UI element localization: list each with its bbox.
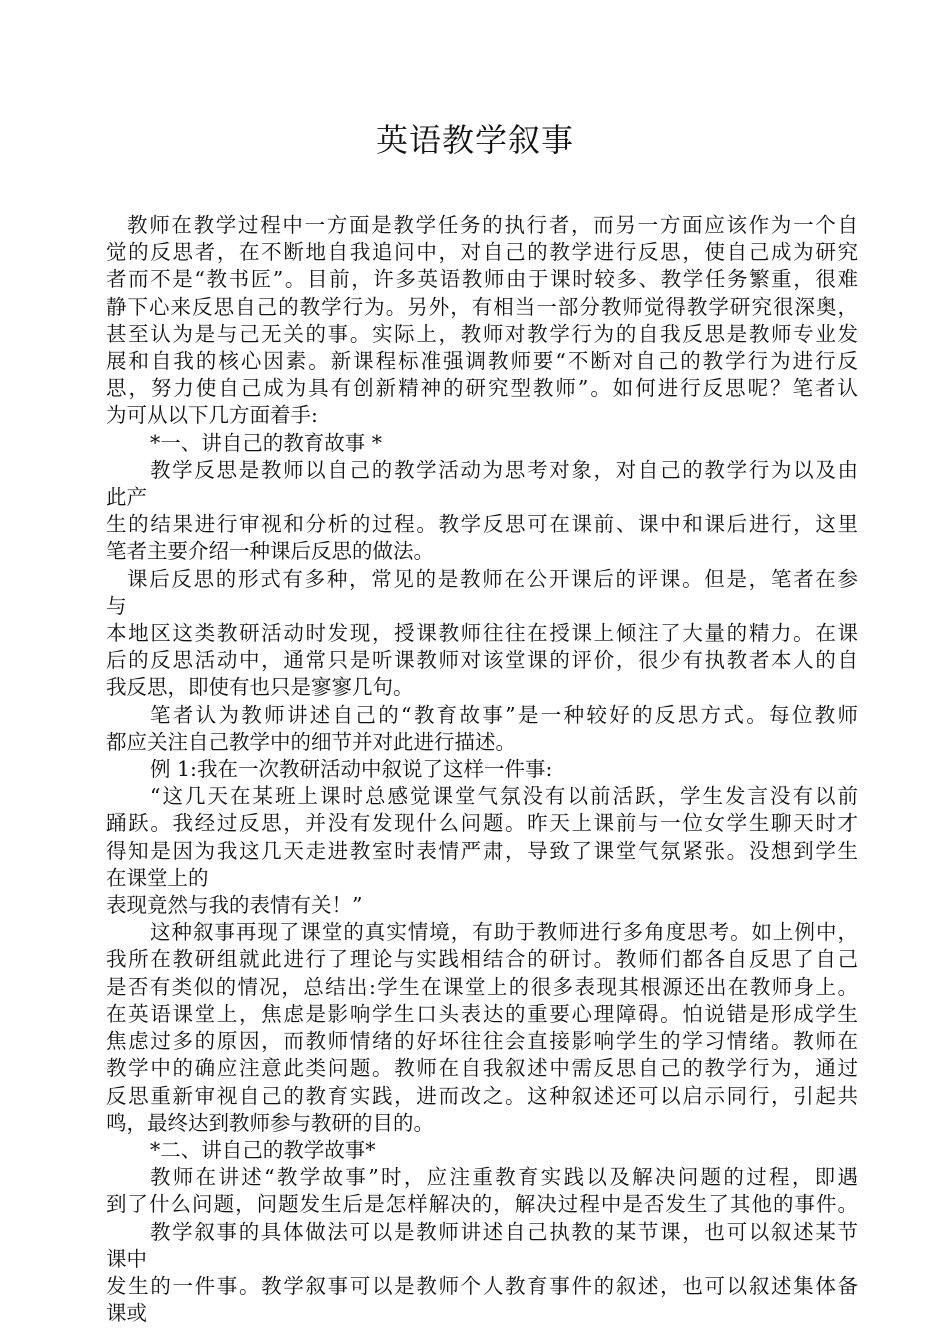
- body-line: 反思重新审视自己的教育实践，进而改之。这种叙述还可以启示同行，引起共: [106, 1083, 858, 1108]
- body-line: 笔者认为教师讲述自己的“教育故事”是一种较好的反思方式。每位教师: [150, 702, 858, 727]
- body-line: 教师在教学过程中一方面是教学任务的执行者，而另一方面应该作为一个自: [127, 213, 858, 237]
- body-line: 是否有类似的情况，总结出:学生在课堂上的很多表现其根源还出在教师身上。: [106, 974, 858, 999]
- body-line: 课后反思的形式有多种，常见的是教师在公开课后的评课。但是，笔者在参: [127, 566, 858, 591]
- body-line: 这种叙事再现了课堂的真实情境，有助于教师进行多角度思考。如上例中，: [150, 920, 858, 945]
- body-line: 甚至认为是与己无关的事。实际上，教师对教学行为的自我反思是教师专业发: [106, 321, 858, 346]
- body-line: 静下心来反思自己的教学行为。另外，有相当一部分教师觉得教学研究很深奥，: [106, 294, 858, 319]
- document-title: 英语教学叙事: [375, 121, 574, 159]
- body-line: 笔者主要介绍一种课后反思的做法。: [106, 539, 434, 564]
- body-line: 此产: [106, 485, 147, 510]
- body-line: 到了什么问题，问题发生后是怎样解决的，解决过程中是否发生了其他的事件。: [106, 1192, 858, 1217]
- body-line: 后的反思活动中，通常只是听课教师对该堂课的评价，很少有执教者本人的自: [106, 648, 858, 673]
- body-line: 教学反思是教师以自己的教学活动为思考对象，对自己的教学行为以及由: [150, 457, 858, 482]
- body-line: 为可从以下几方面着手:: [106, 403, 318, 428]
- body-line: 得知是因为我这几天走进教室时表情严肃，导致了课堂气氛紧张。没想到学生: [106, 838, 858, 863]
- body-line: 踊跃。我经过反思，并没有发现什么问题。昨天上课前与一位女学生聊天时才: [106, 811, 858, 836]
- body-line: 课或: [106, 1301, 147, 1326]
- body-line: 生的结果进行审视和分析的过程。教学反思可在课前、课中和课后进行，这里: [106, 512, 858, 537]
- body-line: 都应关注自己教学中的细节并对此进行描述。: [106, 729, 516, 754]
- body-line: 与: [106, 593, 127, 618]
- body-line: 本地区这类教研活动时发现，授课教师往往在授课上倾注了大量的精力。在课: [106, 621, 858, 646]
- body-line: “这几天在某班上课时总感觉课堂气氛没有以前活跃，学生发言没有以前: [150, 784, 858, 809]
- body-line: 我反思，即使有也只是寥寥几句。: [106, 675, 414, 700]
- document-body: [106, 212, 858, 1327]
- body-line: 教师在讲述“教学故事”时，应注重教育实践以及解决问题的过程，即遇: [150, 1165, 858, 1190]
- body-line: 者而不是“教书匠”。目前，许多英语教师由于课时较多、教学任务繁重，很难: [106, 267, 858, 292]
- body-line: *一、讲自己的教育故事 *: [150, 430, 383, 455]
- body-line: 焦虑过多的原因，而教师情绪的好坏往往会直接影响学生的学习情绪。教师在: [106, 1029, 858, 1054]
- body-line: *二、讲自己的教学故事*: [150, 1137, 376, 1162]
- body-line: 教学叙事的具体做法可以是教师讲述自己执教的某节课，也可以叙述某节: [150, 1219, 858, 1244]
- body-line: 课中: [106, 1246, 147, 1271]
- body-line: 我所在教研组就此进行了理论与实践相结合的研讨。教师们都各自反思了自己: [106, 947, 858, 972]
- body-line: 在课堂上的: [106, 865, 209, 890]
- body-line: 在英语课堂上，焦虑是影响学生口头表达的重要心理障碍。怕说错是形成学生: [106, 1001, 858, 1026]
- body-line: 教学中的确应注意此类问题。教师在自我叙述中需反思自己的教学行为，通过: [106, 1056, 858, 1081]
- body-line: 例 1:我在一次教研活动中叙说了这样一件事:: [150, 757, 553, 782]
- body-line: 思，努力使自己成为具有创新精神的研究型教师”。如何进行反思呢？笔者认: [106, 376, 858, 401]
- body-line: 发生的一件事。教学叙事可以是教师个人教育事件的叙述，也可以叙述集体备: [106, 1273, 858, 1298]
- body-line: 觉的反思者，在不断地自我追问中，对自己的教学进行反思，使自己成为研究: [106, 240, 858, 265]
- body-line: 表现竟然与我的表情有关！”: [106, 893, 363, 918]
- body-line: 鸣，最终达到教师参与教研的目的。: [106, 1110, 434, 1135]
- body-line: 展和自我的核心因素。新课程标准强调教师要“不断对自己的教学行为进行反: [106, 349, 858, 374]
